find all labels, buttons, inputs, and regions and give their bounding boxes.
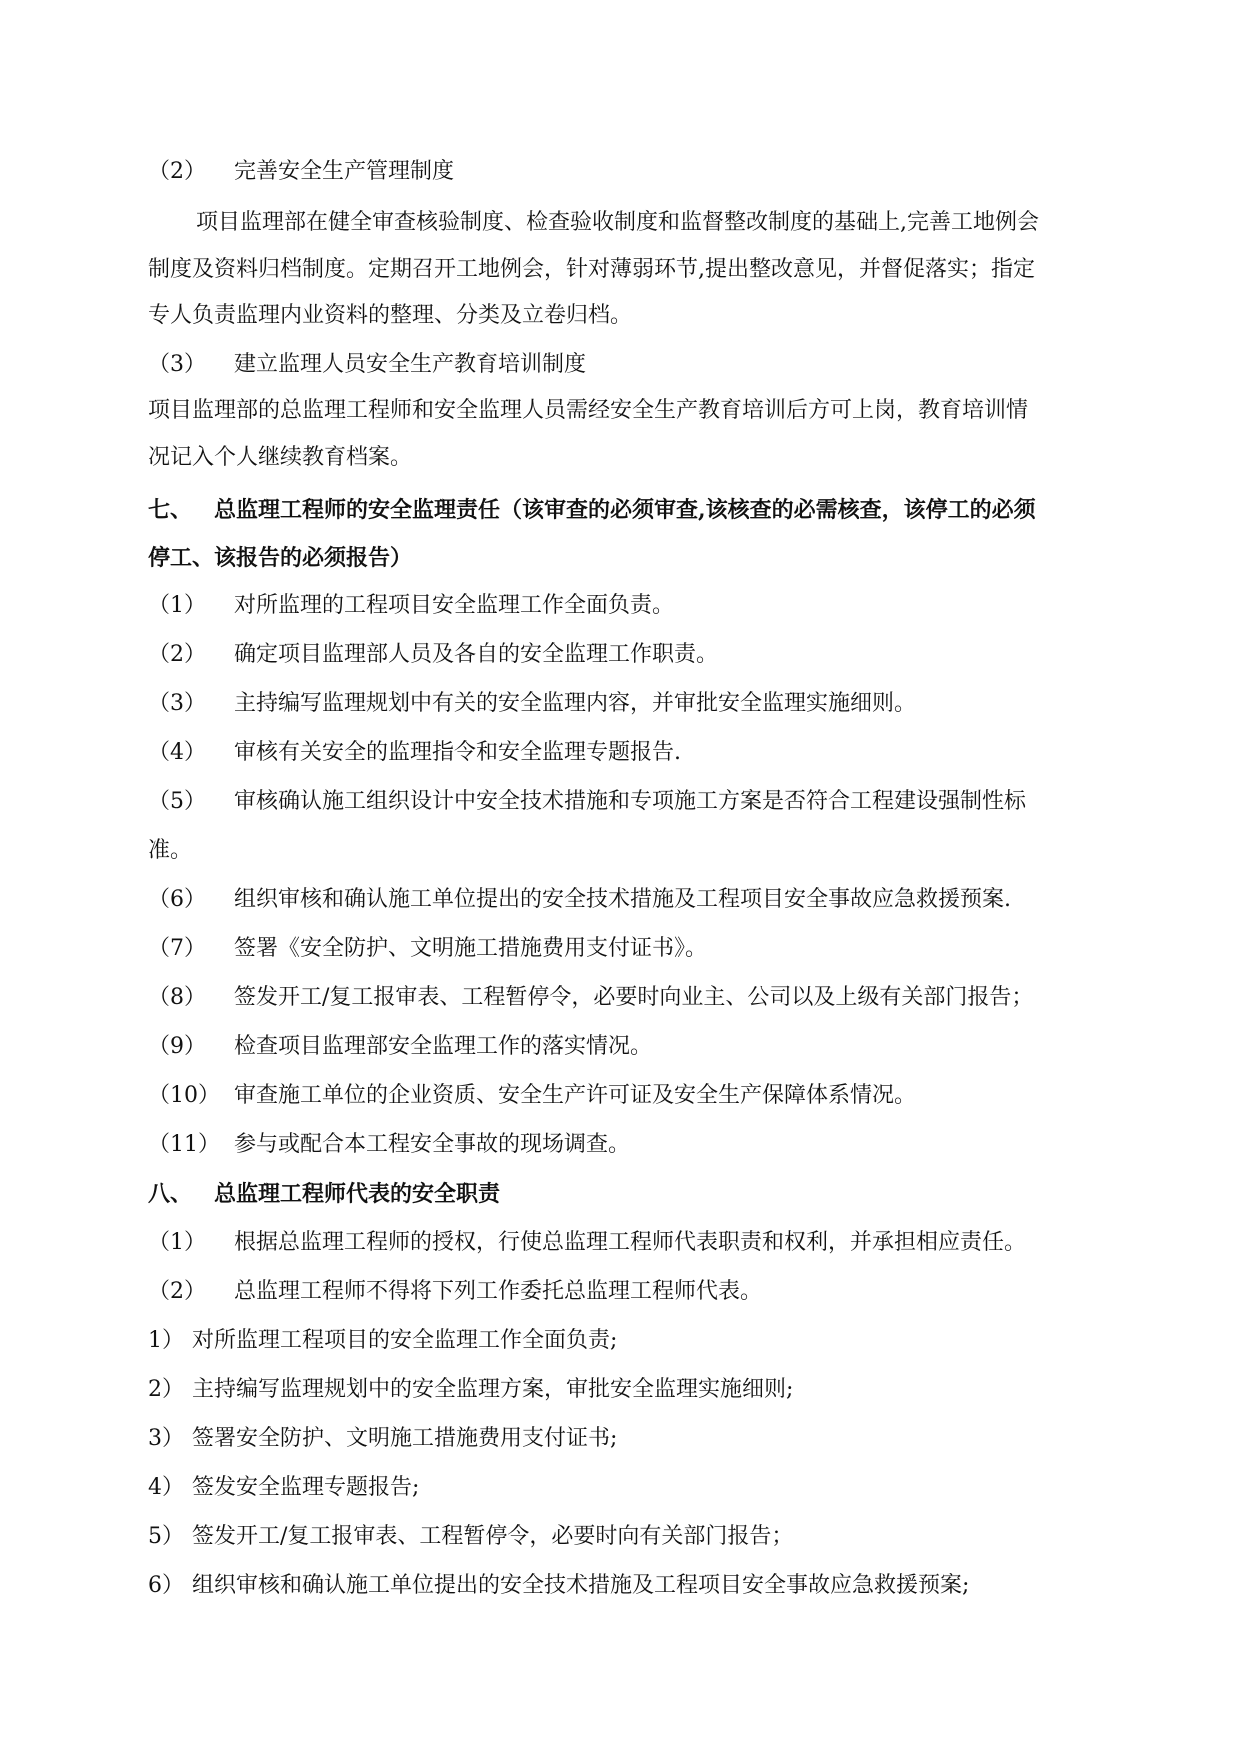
item-number: （1） bbox=[148, 593, 206, 618]
item-text: 审核有关安全的监理指令和安全监理专题报告. bbox=[234, 740, 681, 765]
sub-item-text: 对所监理工程项目的安全监理工作全面负责; bbox=[192, 1328, 618, 1353]
sub-item-text: 签发安全监理专题报告; bbox=[192, 1475, 420, 1500]
item-number: （10） bbox=[148, 1083, 220, 1108]
paragraph-line: 专人负责监理内业资料的整理、分类及立卷归档。 bbox=[148, 303, 633, 328]
item-text: 总监理工程师不得将下列工作委托总监理工程师代表。 bbox=[234, 1279, 763, 1304]
item-text: 参与或配合本工程安全事故的现场调查。 bbox=[234, 1132, 631, 1157]
item-number: （5） bbox=[148, 789, 206, 814]
sub-list-item bbox=[148, 1375, 1161, 1405]
item-number: （2） bbox=[148, 1279, 206, 1304]
list-item bbox=[148, 787, 1161, 817]
list-item bbox=[148, 1032, 1161, 1062]
sub-item-number: 2） bbox=[148, 1377, 184, 1402]
sub-list-item bbox=[148, 1473, 1161, 1503]
sub-item-text: 签发开工/复工报审表、工程暂停令，必要时向有关部门报告； bbox=[192, 1524, 794, 1549]
list-item bbox=[148, 1277, 1161, 1307]
item-number: （4） bbox=[148, 740, 206, 765]
item-heading bbox=[148, 350, 1161, 380]
section-heading bbox=[148, 495, 1161, 525]
section-title: 总监理工程师代表的安全职责 bbox=[214, 1181, 501, 1207]
list-item bbox=[148, 983, 1161, 1013]
item-text: 确定项目监理部人员及各自的安全监理工作职责。 bbox=[234, 642, 719, 667]
item-number: （11） bbox=[148, 1132, 220, 1157]
paragraph-line: 项目监理部的总监理工程师和安全监理人员需经安全生产教育培训后方可上岗，教育培训情 bbox=[148, 398, 1029, 423]
sub-item-number: 4） bbox=[148, 1475, 184, 1500]
item-number: （3） bbox=[148, 352, 206, 377]
item-text: 审核确认施工组织设计中安全技术措施和专项施工方案是否符合工程建设强制性标 bbox=[234, 789, 1027, 814]
paragraph-line: 况记入个人继续教育档案。 bbox=[148, 445, 413, 470]
list-item bbox=[148, 738, 1161, 768]
paragraph-line: 制度及资料归档制度。定期召开工地例会，针对薄弱环节,提出整改意见，并督促落实；指定 bbox=[148, 257, 1035, 282]
list-item bbox=[148, 934, 1161, 964]
sub-item-text: 组织审核和确认施工单位提出的安全技术措施及工程项目安全事故应急救援预案; bbox=[192, 1573, 970, 1598]
item-number: （2） bbox=[148, 159, 206, 184]
item-title: 完善安全生产管理制度 bbox=[234, 159, 455, 184]
item-number: （2） bbox=[148, 642, 206, 667]
item-number: （7） bbox=[148, 936, 206, 961]
section-heading bbox=[148, 1179, 1161, 1209]
sub-list-item bbox=[148, 1326, 1161, 1356]
list-item bbox=[148, 1228, 1161, 1258]
item-heading bbox=[148, 157, 1161, 187]
list-item-cont: 准。 bbox=[148, 838, 193, 863]
section-title: 总监理工程师的安全监理责任（该审查的必须审查,该核查的必需核查，该停工的必须 bbox=[214, 497, 1036, 523]
paragraph-line: 项目监理部在健全审查核验制度、检查验收制度和监督整改制度的基础上,完善工地例会 bbox=[196, 210, 1039, 235]
sub-item-number: 1） bbox=[148, 1328, 184, 1353]
item-text: 签发开工/复工报审表、工程暂停令，必要时向业主、公司以及上级有关部门报告； bbox=[234, 985, 1034, 1010]
sub-item-text: 签署安全防护、文明施工措施费用支付证书; bbox=[192, 1426, 618, 1451]
sub-item-number: 5） bbox=[148, 1524, 184, 1549]
list-item bbox=[148, 591, 1161, 621]
sub-item-number: 3） bbox=[148, 1426, 184, 1451]
item-title: 建立监理人员安全生产教育培训制度 bbox=[234, 352, 587, 377]
sub-list-item bbox=[148, 1571, 1161, 1601]
list-item bbox=[148, 640, 1161, 670]
section-number: 七、 bbox=[148, 497, 193, 523]
item-number: （1） bbox=[148, 1230, 206, 1255]
section-heading-cont: 停工、该报告的必须报告） bbox=[148, 545, 413, 571]
list-item bbox=[148, 1081, 1161, 1111]
list-item bbox=[148, 1130, 1161, 1160]
item-number: （9） bbox=[148, 1034, 206, 1059]
sub-list-item bbox=[148, 1424, 1161, 1454]
sub-item-text: 主持编写监理规划中的安全监理方案，审批安全监理实施细则; bbox=[192, 1377, 794, 1402]
item-text: 组织审核和确认施工单位提出的安全技术措施及工程项目安全事故应急救援预案. bbox=[234, 887, 1011, 912]
item-text: 检查项目监理部安全监理工作的落实情况。 bbox=[234, 1034, 653, 1059]
item-text: 根据总监理工程师的授权，行使总监理工程师代表职责和权利，并承担相应责任。 bbox=[234, 1230, 1027, 1255]
section-number: 八、 bbox=[148, 1181, 193, 1207]
item-text: 审查施工单位的企业资质、安全生产许可证及安全生产保障体系情况。 bbox=[234, 1083, 917, 1108]
item-number: （6） bbox=[148, 887, 206, 912]
item-text: 签署《安全防护、文明施工措施费用支付证书》。 bbox=[234, 936, 708, 961]
list-item bbox=[148, 885, 1161, 915]
sub-list-item bbox=[148, 1522, 1161, 1552]
item-text: 对所监理的工程项目安全监理工作全面负责。 bbox=[234, 593, 675, 618]
item-number: （3） bbox=[148, 691, 206, 716]
sub-item-number: 6） bbox=[148, 1573, 184, 1598]
item-text: 主持编写监理规划中有关的安全监理内容，并审批安全监理实施细则。 bbox=[234, 691, 917, 716]
list-item bbox=[148, 689, 1161, 719]
item-number: （8） bbox=[148, 985, 206, 1010]
